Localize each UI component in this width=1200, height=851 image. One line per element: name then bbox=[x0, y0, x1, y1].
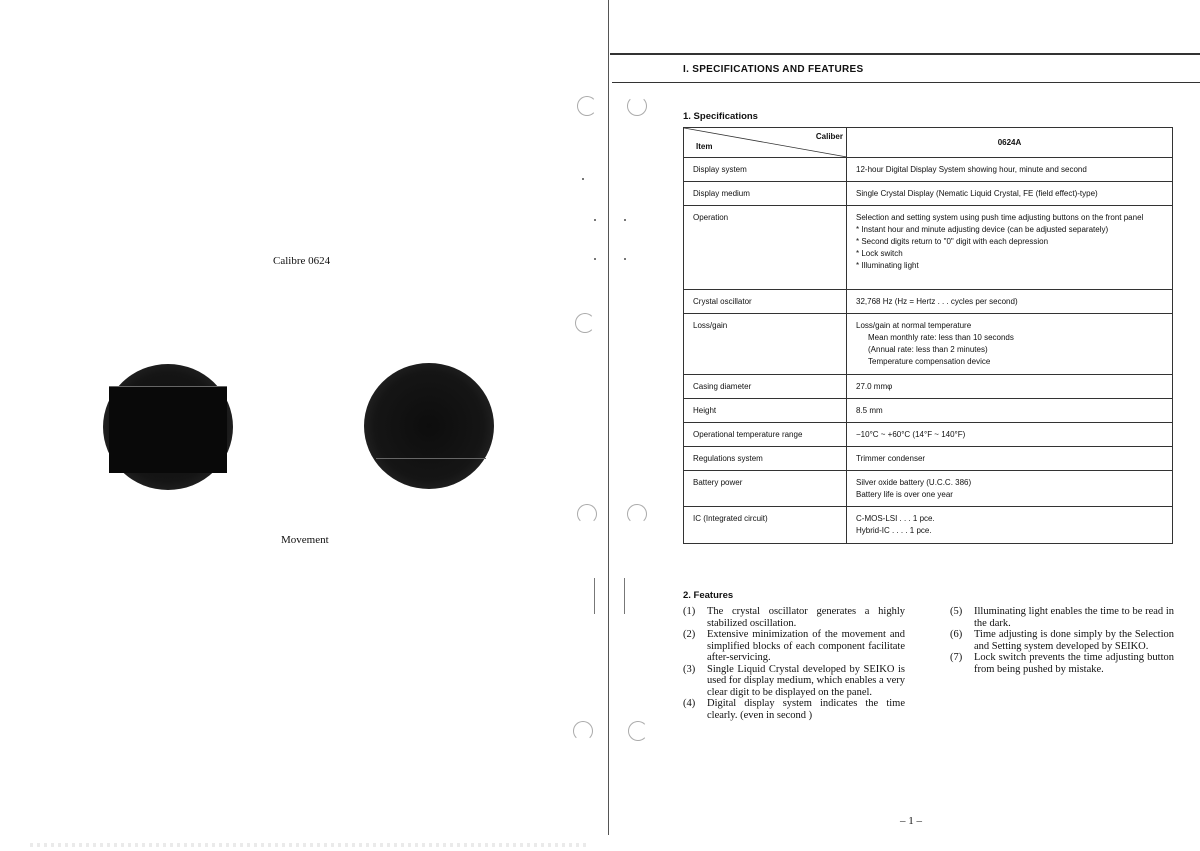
punch-hole-mark bbox=[573, 721, 593, 741]
feature-number: (7) bbox=[950, 652, 963, 663]
scan-speck bbox=[624, 219, 626, 221]
features-column-left bbox=[683, 606, 905, 721]
row-item: Display medium bbox=[684, 182, 847, 206]
feature-text: The crystal oscillator generates a highly stabilized oscillation. bbox=[707, 606, 905, 629]
feature-number: (1) bbox=[683, 606, 696, 617]
row-value: Single Crystal Display (Nematic Liquid Crystal, FE (field effect)-type) bbox=[847, 182, 1173, 206]
row-value: 32,768 Hz (Hz = Hertz . . . cycles per second) bbox=[847, 290, 1173, 314]
row-item: Operational temperature range bbox=[684, 423, 847, 447]
feature-text: Extensive minimization of the movement and simplified blocks of each component facilitate after-servicing. bbox=[707, 629, 905, 663]
punch-hole-mark bbox=[577, 504, 597, 524]
row-item: Crystal oscillator bbox=[684, 290, 847, 314]
table-row bbox=[684, 507, 1173, 544]
value-line: Hybrid-IC . . . . 1 pce. bbox=[856, 526, 932, 535]
row-value bbox=[847, 206, 1173, 290]
header-diagonal-cell bbox=[684, 128, 847, 158]
value-line: (Annual rate: less than 2 minutes) bbox=[868, 345, 988, 354]
punch-hole-mark bbox=[627, 504, 647, 524]
feature-item bbox=[950, 606, 1174, 629]
specifications-heading: 1. Specifications bbox=[683, 111, 758, 122]
table-row bbox=[684, 182, 1173, 206]
features-column-right bbox=[950, 606, 1174, 675]
value-line: Mean monthly rate: less than 10 seconds bbox=[868, 333, 1014, 342]
value-line: Temperature compensation device bbox=[868, 357, 991, 366]
value-line: Selection and setting system using push time adjusting buttons on the front panel bbox=[856, 213, 1144, 222]
row-item: Loss/gain bbox=[684, 314, 847, 375]
scan-noise-strip bbox=[30, 843, 590, 847]
punch-hole-mark bbox=[575, 313, 595, 333]
calibre-label: Calibre 0624 bbox=[273, 255, 331, 267]
feature-text: Digital display system indicates the time clearly. (even in second ) bbox=[707, 698, 905, 721]
table-row bbox=[684, 314, 1173, 375]
feature-text: Time adjusting is done simply by the Selection and Setting system developed by SEIKO. bbox=[974, 629, 1174, 652]
item-label: Item bbox=[696, 142, 713, 151]
value-line: * Lock switch bbox=[856, 249, 903, 258]
page-binding-line bbox=[608, 0, 609, 835]
feature-text: Single Liquid Crystal developed by SEIKO is used for display medium, which enables a very clear digit to be displayed on the panel. bbox=[707, 663, 905, 698]
feature-item bbox=[683, 664, 905, 699]
punch-hole-mark bbox=[577, 96, 597, 116]
movement-front-photo bbox=[103, 364, 233, 490]
scan-speck bbox=[624, 578, 625, 614]
row-item: Regulations system bbox=[684, 447, 847, 471]
feature-number: (3) bbox=[683, 663, 696, 675]
row-value: Trimmer condenser bbox=[847, 447, 1173, 471]
section-heading: I. SPECIFICATIONS AND FEATURES bbox=[683, 64, 864, 75]
feature-number: (6) bbox=[950, 629, 963, 640]
table-row bbox=[684, 290, 1173, 314]
row-value: 27.0 mmφ bbox=[847, 375, 1173, 399]
row-value: 8.5 mm bbox=[847, 399, 1173, 423]
scan-speck bbox=[594, 578, 595, 614]
feature-number: (2) bbox=[683, 629, 696, 640]
table-row bbox=[684, 158, 1173, 182]
feature-item bbox=[950, 629, 1174, 652]
movement-label: Movement bbox=[281, 534, 329, 546]
scan-speck bbox=[594, 219, 596, 221]
feature-number: (4) bbox=[683, 698, 696, 709]
specifications-table bbox=[683, 127, 1173, 544]
feature-item bbox=[683, 606, 905, 629]
feature-text: Lock switch prevents the time adjusting button from being pushed by mistake. bbox=[974, 652, 1174, 675]
row-value bbox=[847, 471, 1173, 507]
row-value bbox=[847, 507, 1173, 544]
row-item: Operation bbox=[684, 206, 847, 290]
header-rule-bottom bbox=[612, 82, 1200, 83]
table-row bbox=[684, 399, 1173, 423]
punch-hole-mark bbox=[628, 721, 648, 741]
features-heading: 2. Features bbox=[683, 590, 734, 601]
header-rule-top bbox=[610, 53, 1200, 55]
caliber-value: 0624A bbox=[847, 128, 1173, 158]
scan-speck bbox=[594, 258, 596, 260]
table-row bbox=[684, 375, 1173, 399]
movement-back-photo bbox=[364, 363, 494, 489]
table-row bbox=[684, 423, 1173, 447]
feature-number: (5) bbox=[950, 606, 963, 617]
table-row bbox=[684, 206, 1173, 290]
value-line: Silver oxide battery (U.C.C. 386) bbox=[856, 478, 972, 487]
value-line: Battery life is over one year bbox=[856, 490, 953, 499]
table-header-row bbox=[684, 128, 1173, 158]
row-item: Display system bbox=[684, 158, 847, 182]
value-line: * Instant hour and minute adjusting device (can be adjusted separately) bbox=[856, 225, 1109, 234]
value-line: * Second digits return to "0" digit with each depression bbox=[856, 237, 1049, 246]
value-line: * Illuminating light bbox=[856, 261, 919, 270]
row-value bbox=[847, 314, 1173, 375]
punch-hole-mark bbox=[627, 96, 647, 116]
table-row bbox=[684, 471, 1173, 507]
row-item: Casing diameter bbox=[684, 375, 847, 399]
row-value: −10°C ~ +60°C (14°F ~ 140°F) bbox=[847, 423, 1173, 447]
value-line: C-MOS-LSI . . . 1 pce. bbox=[856, 514, 935, 523]
page-number: – 1 – bbox=[900, 815, 922, 827]
feature-item bbox=[950, 652, 1174, 675]
feature-text: Illuminating light enables the time to be read in the dark. bbox=[974, 606, 1174, 629]
table-row bbox=[684, 447, 1173, 471]
row-value: 12-hour Digital Display System showing hour, minute and second bbox=[847, 158, 1173, 182]
row-item: IC (Integrated circuit) bbox=[684, 507, 847, 544]
feature-item bbox=[683, 698, 905, 721]
feature-item bbox=[683, 629, 905, 664]
caliber-label: Caliber bbox=[815, 132, 843, 141]
scan-speck bbox=[624, 258, 626, 260]
scan-speck bbox=[582, 178, 584, 180]
row-item: Battery power bbox=[684, 471, 847, 507]
value-line: Loss/gain at normal temperature bbox=[856, 321, 972, 330]
row-item: Height bbox=[684, 399, 847, 423]
